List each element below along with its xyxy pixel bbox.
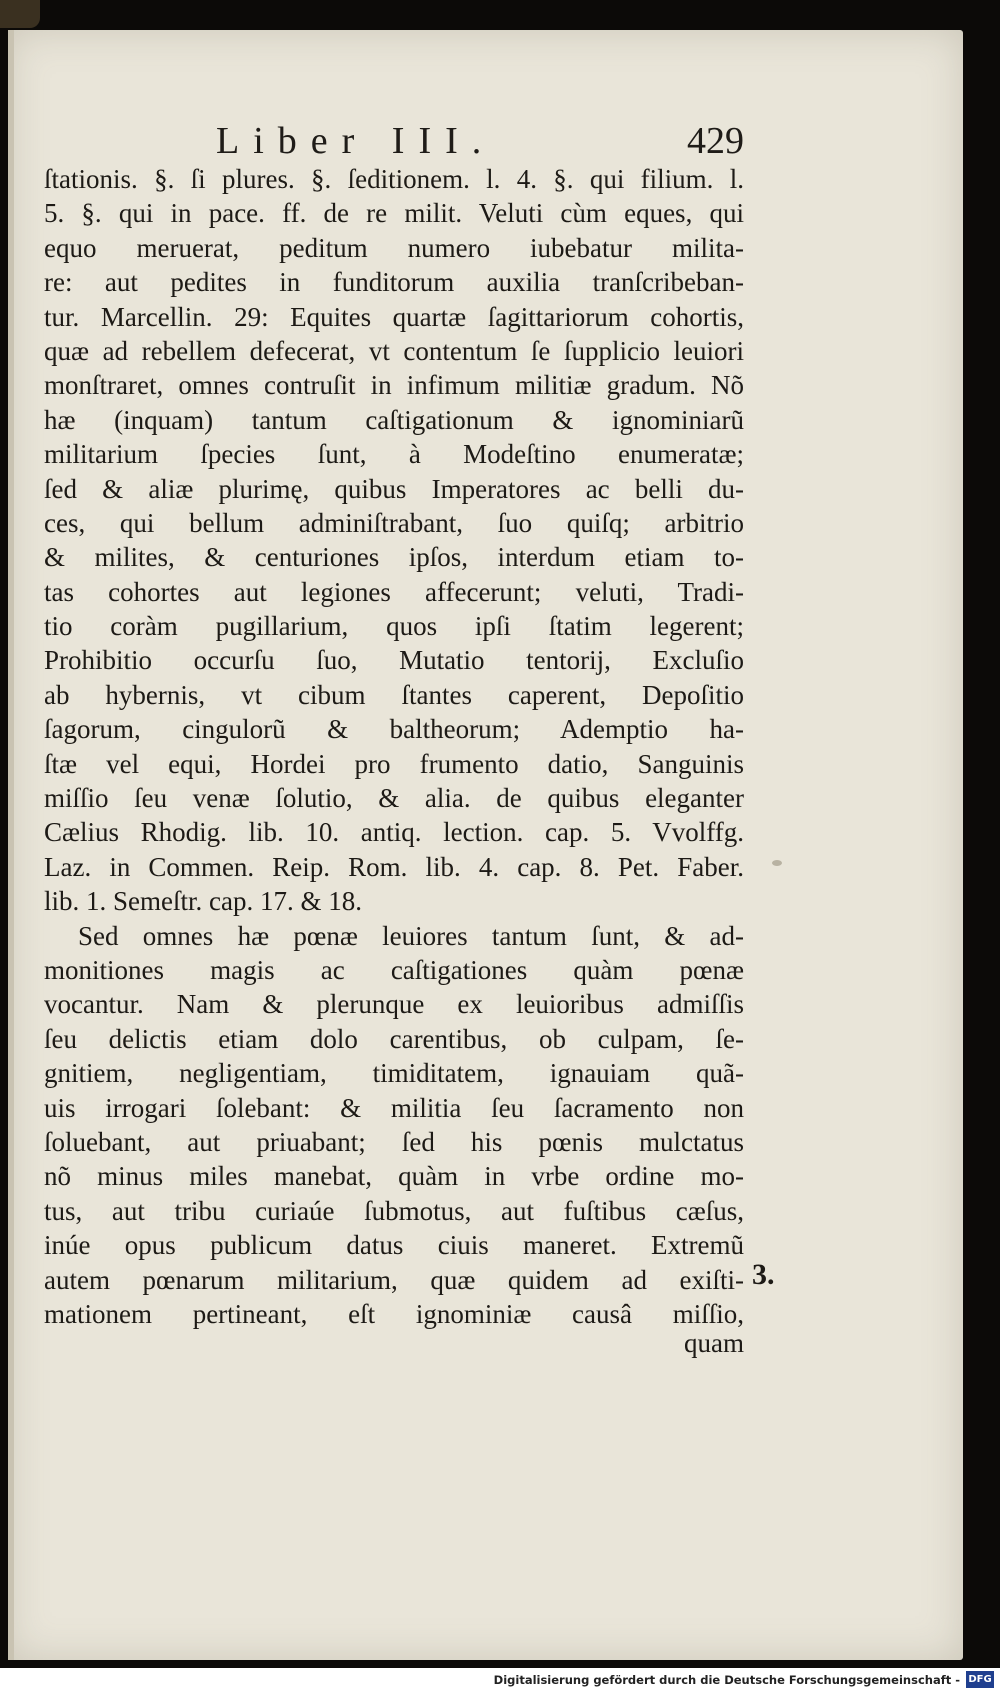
- text-line: Cælius Rhodig. lib. 10. antiq. lection. cap. 5. Vvolffg.: [44, 817, 744, 848]
- text-line: ſoluebant, aut priuabant; ſed his pœnis mulctatus: [44, 1126, 744, 1157]
- text-line: & milites, & centuriones ipſos, interdum etiam to-: [44, 542, 744, 573]
- margin-note: 3.: [752, 1258, 775, 1291]
- text-line: inúe opus publicum datus ciuis maneret. Extremũ: [44, 1230, 744, 1261]
- paper-speck: [772, 860, 782, 866]
- text-line: Prohibitio occurſu ſuo, Mutatio tentorij, Excluſio: [44, 645, 744, 676]
- text-line: ſagorum, cingulorũ & baltheorum; Ademptio ha-: [44, 714, 744, 745]
- text-line: uis irrogari ſolebant: & militia ſeu ſacramento non: [44, 1092, 744, 1123]
- text-line: autem pœnarum militarium, quæ quidem ad exiſti-: [44, 1264, 744, 1295]
- text-line: militarium ſpecies ſunt, à Modeſtino enumeratæ;: [44, 439, 744, 470]
- book-title: Liber III.: [216, 120, 496, 162]
- text-line: mationem pertineant, eſt ignominiæ causâ miſſio,: [44, 1298, 744, 1329]
- text-line: ſtationis. §. ſi plures. §. ſeditionem. l. 4. §. qui filium. l.: [44, 164, 744, 194]
- text-line: hæ (inquam) tantum caſtigationum & ignominiarũ: [44, 404, 744, 435]
- text-line: miſſio ſeu venæ ſolutio, & alia. de quibus eleganter: [44, 783, 744, 814]
- page-edge: [8, 30, 14, 1660]
- text-line: equo meruerat, peditum numero iubebatur milita-: [44, 232, 744, 263]
- text-line: tas cohortes aut legiones affecerunt; veluti, Tradi-: [44, 576, 744, 607]
- digitization-credit: Digitalisierung gefördert durch die Deutsche Forschungsgemeinschaft -: [493, 1673, 960, 1687]
- text-line: Sed omnes hæ pœnæ leuiores tantum ſunt, & ad-: [78, 920, 744, 951]
- body-text: [44, 162, 744, 1331]
- text-line: quæ ad rebellem defecerat, vt contentum ſe ſupplicio leuiori: [44, 335, 744, 366]
- text-line: tus, aut tribu curiaúe ſubmotus, aut fuſtibus cæſus,: [44, 1195, 744, 1226]
- text-line: tur. Marcellin. 29: Equites quartæ ſagittariorum cohortis,: [44, 301, 744, 332]
- text-line: monitiones magis ac caſtigationes quàm pœnæ: [44, 954, 744, 985]
- page-corner-shadow: [0, 0, 40, 28]
- dfg-logo: DFG: [966, 1671, 994, 1688]
- text-line: ſeu delictis etiam dolo carentibus, ob culpam, ſe-: [44, 1023, 744, 1054]
- text-line: re: aut pedites in funditorum auxilia tranſcribeban-: [44, 267, 744, 298]
- page-number: 429: [687, 120, 744, 162]
- text-line: vocantur. Nam & plerunque ex leuioribus admiſſis: [44, 989, 744, 1020]
- text-line: ab hybernis, vt cibum ſtantes caperent, Depoſitio: [44, 679, 744, 710]
- text-line: Laz. in Commen. Reip. Rom. lib. 4. cap. 8. Pet. Faber.: [44, 851, 744, 882]
- text-line: 5. §. qui in pace. ff. de re milit. Veluti cùm eques, qui: [44, 198, 744, 229]
- text-line: ces, qui bellum adminiſtrabant, ſuo quiſq; arbitrio: [44, 507, 744, 538]
- running-head: [216, 118, 744, 164]
- text-line: nõ minus miles manebat, quàm in vrbe ordine mo-: [44, 1161, 744, 1192]
- text-line: monſtraret, omnes contruſit in infimum militiæ gradum. Nõ: [44, 370, 744, 401]
- text-line: tio coràm pugillarium, quos ipſi ſtatim legerent;: [44, 611, 744, 642]
- text-line: ſed & aliæ plurimę, quibus Imperatores ac belli du-: [44, 473, 744, 504]
- text-line: ſtæ vel equi, Hordei pro frumento datio, Sanguinis: [44, 748, 744, 779]
- text-line: lib. 1. Semeſtr. cap. 17. & 18.: [44, 886, 362, 917]
- catchword: quam: [684, 1328, 744, 1358]
- text-line: gnitiem, negligentiam, timiditatem, ignauiam quã-: [44, 1058, 744, 1089]
